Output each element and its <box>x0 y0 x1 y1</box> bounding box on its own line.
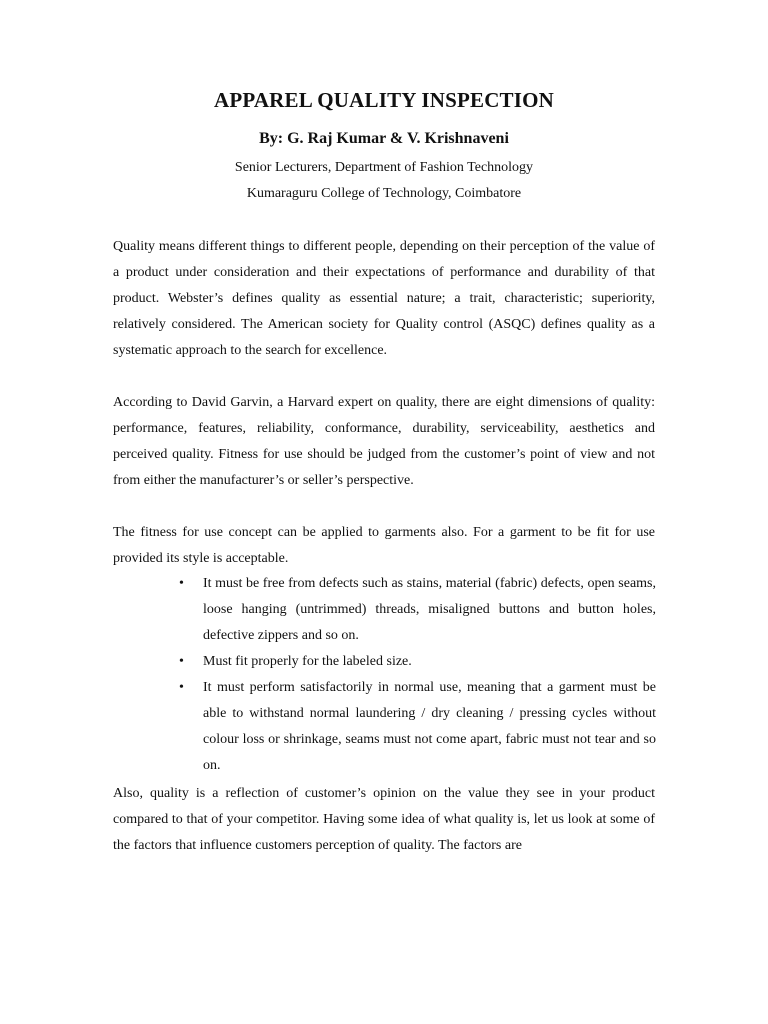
bullet-text: It must be free from defects such as stains, material (fabric) defects, open seams, loose hanging (untrimmed) threads, misaligned buttons and button holes, defective zippers and so on. <box>203 576 656 643</box>
bullet-icon: • <box>179 654 184 669</box>
body-paragraph-garvin-dimensions: According to David Garvin, a Harvard expert on quality, there are eight dimensions of quality: performance, features, reliability, conformance, durability, serviceability, aesthetics and perceived quality. Fitness for use should be judged from the customer’s point of view and not from either the manufacturer’s or seller’s perspective. <box>113 395 655 488</box>
author-byline: By: G. Raj Kumar & V. Krishnaveni <box>259 130 509 147</box>
author-affiliation-college: Kumaraguru College of Technology, Coimbatore <box>246 186 522 201</box>
body-paragraph-quality-definition: Quality means different things to different people, depending on their perception of the value of a product under consideration and their expectations of performance and durability of that product. Webster’s defines quality as essential nature; a trait, characteristic; superiority, relatively considered. The American society for Quality control (ASQC) defines quality as a systematic approach to the search for excellence. <box>113 239 655 358</box>
bullet-text: It must perform satisfactorily in normal use, meaning that a garment must be able to withstand normal laundering / dry cleaning / pressing cycles without colour loss or shrinkage, seams must not come apart, fabric must not tear and so on. <box>203 680 656 773</box>
bullet-icon: • <box>179 680 184 695</box>
bullet-icon: • <box>179 576 184 591</box>
author-affiliation-department: Senior Lecturers, Department of Fashion Technology <box>234 160 534 175</box>
bullet-text: Must fit properly for the labeled size. <box>203 654 412 669</box>
body-paragraph-customer-opinion: Also, quality is a reflection of customer’s opinion on the value they see in your product compared to that of your competitor. Having some idea of what quality is, let us look at some of the factors that influence customers perception of quality. The factors are <box>113 786 655 853</box>
body-paragraph-fitness-for-use: The fitness for use concept can be applied to garments also. For a garment to be fit for use provided its style is acceptable. <box>113 525 655 566</box>
bullet-item-free-from-defects <box>176 571 656 649</box>
requirements-bullet-list <box>176 571 656 779</box>
bullet-item-perform-in-use <box>176 675 656 779</box>
document-title: APPAREL QUALITY INSPECTION <box>213 88 555 112</box>
bullet-item-proper-fit <box>176 649 656 675</box>
